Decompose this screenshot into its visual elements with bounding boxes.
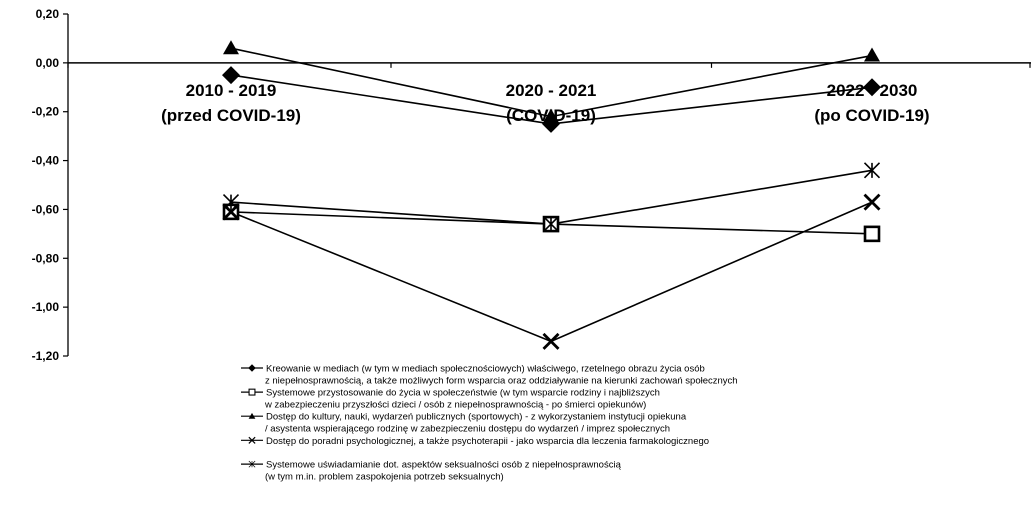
legend-entry-text: (w tym m.in. problem zaspokojenia potrzeb seksualnych) [265, 471, 504, 483]
y-tick-label: -0,40 [31, 153, 59, 168]
y-tick-label: -0,60 [31, 202, 59, 217]
legend-entry-text: w zabezpieczeniu przyszłości dzieci / osób z niepełnosprawnością - po śmierci opiekunów) [265, 399, 647, 411]
legend-entry-text: Dostęp do poradni psychologicznej, a także psychoterapii - jako wsparcia dla leczenia farmakologicznego [266, 435, 710, 447]
diamond-marker [248, 364, 256, 372]
legend-entry-text: Kreowanie w mediach (w tym w mediach społecznościowych) właściwego, rzetelnego obrazu życia osób [266, 363, 705, 375]
category-label: 2010 - 2019 [185, 81, 277, 100]
triangle-marker [864, 48, 880, 62]
legend-entry-text: z niepełnosprawnością, a także możliwych form wsparcia oraz oddziaływanie na kierunki zachowań społecznych [265, 375, 738, 387]
y-tick-label: -1,20 [31, 349, 59, 363]
legend [241, 364, 738, 483]
chart-axes [32, 7, 1031, 363]
legend-entry-text: / asystenta wspierającego rodzinę w zabezpieczeniu dostępu do wydarzeń / imprez społecznych [265, 423, 671, 435]
square-marker [865, 227, 879, 241]
legend-entry-text: Systemowe przystosowanie do życia w społeczeństwie (w tym wsparcie rodziny i najbliższych [266, 387, 660, 399]
square-marker [249, 389, 255, 395]
y-tick-label: 0,20 [35, 7, 59, 21]
category-label: 2022 - 2030 [826, 81, 918, 100]
legend-entry-text: Dostęp do kultury, nauki, wydarzeń publicznych (sportowych) - z wykorzystaniem instytucji opiekuna [266, 411, 687, 423]
category-label: 2020 - 2021 [505, 81, 597, 100]
legend-entry-text: Systemowe uświadamianie dot. aspektów seksualności osób z niepełnosprawnością [266, 459, 621, 471]
x-marker [544, 334, 559, 349]
y-tick-label: -0,20 [31, 104, 59, 119]
category-label: (COVID-19) [506, 106, 596, 125]
triangle-marker [223, 40, 239, 54]
category-labels [161, 81, 930, 125]
category-label: (po COVID-19) [814, 106, 930, 125]
category-label: (przed COVID-19) [161, 106, 301, 125]
y-tick-label: -1,00 [31, 300, 59, 315]
x-marker [865, 195, 880, 210]
star-marker [865, 163, 880, 178]
y-tick-label: -0,80 [31, 251, 59, 266]
y-tick-label: 0,00 [35, 55, 59, 70]
